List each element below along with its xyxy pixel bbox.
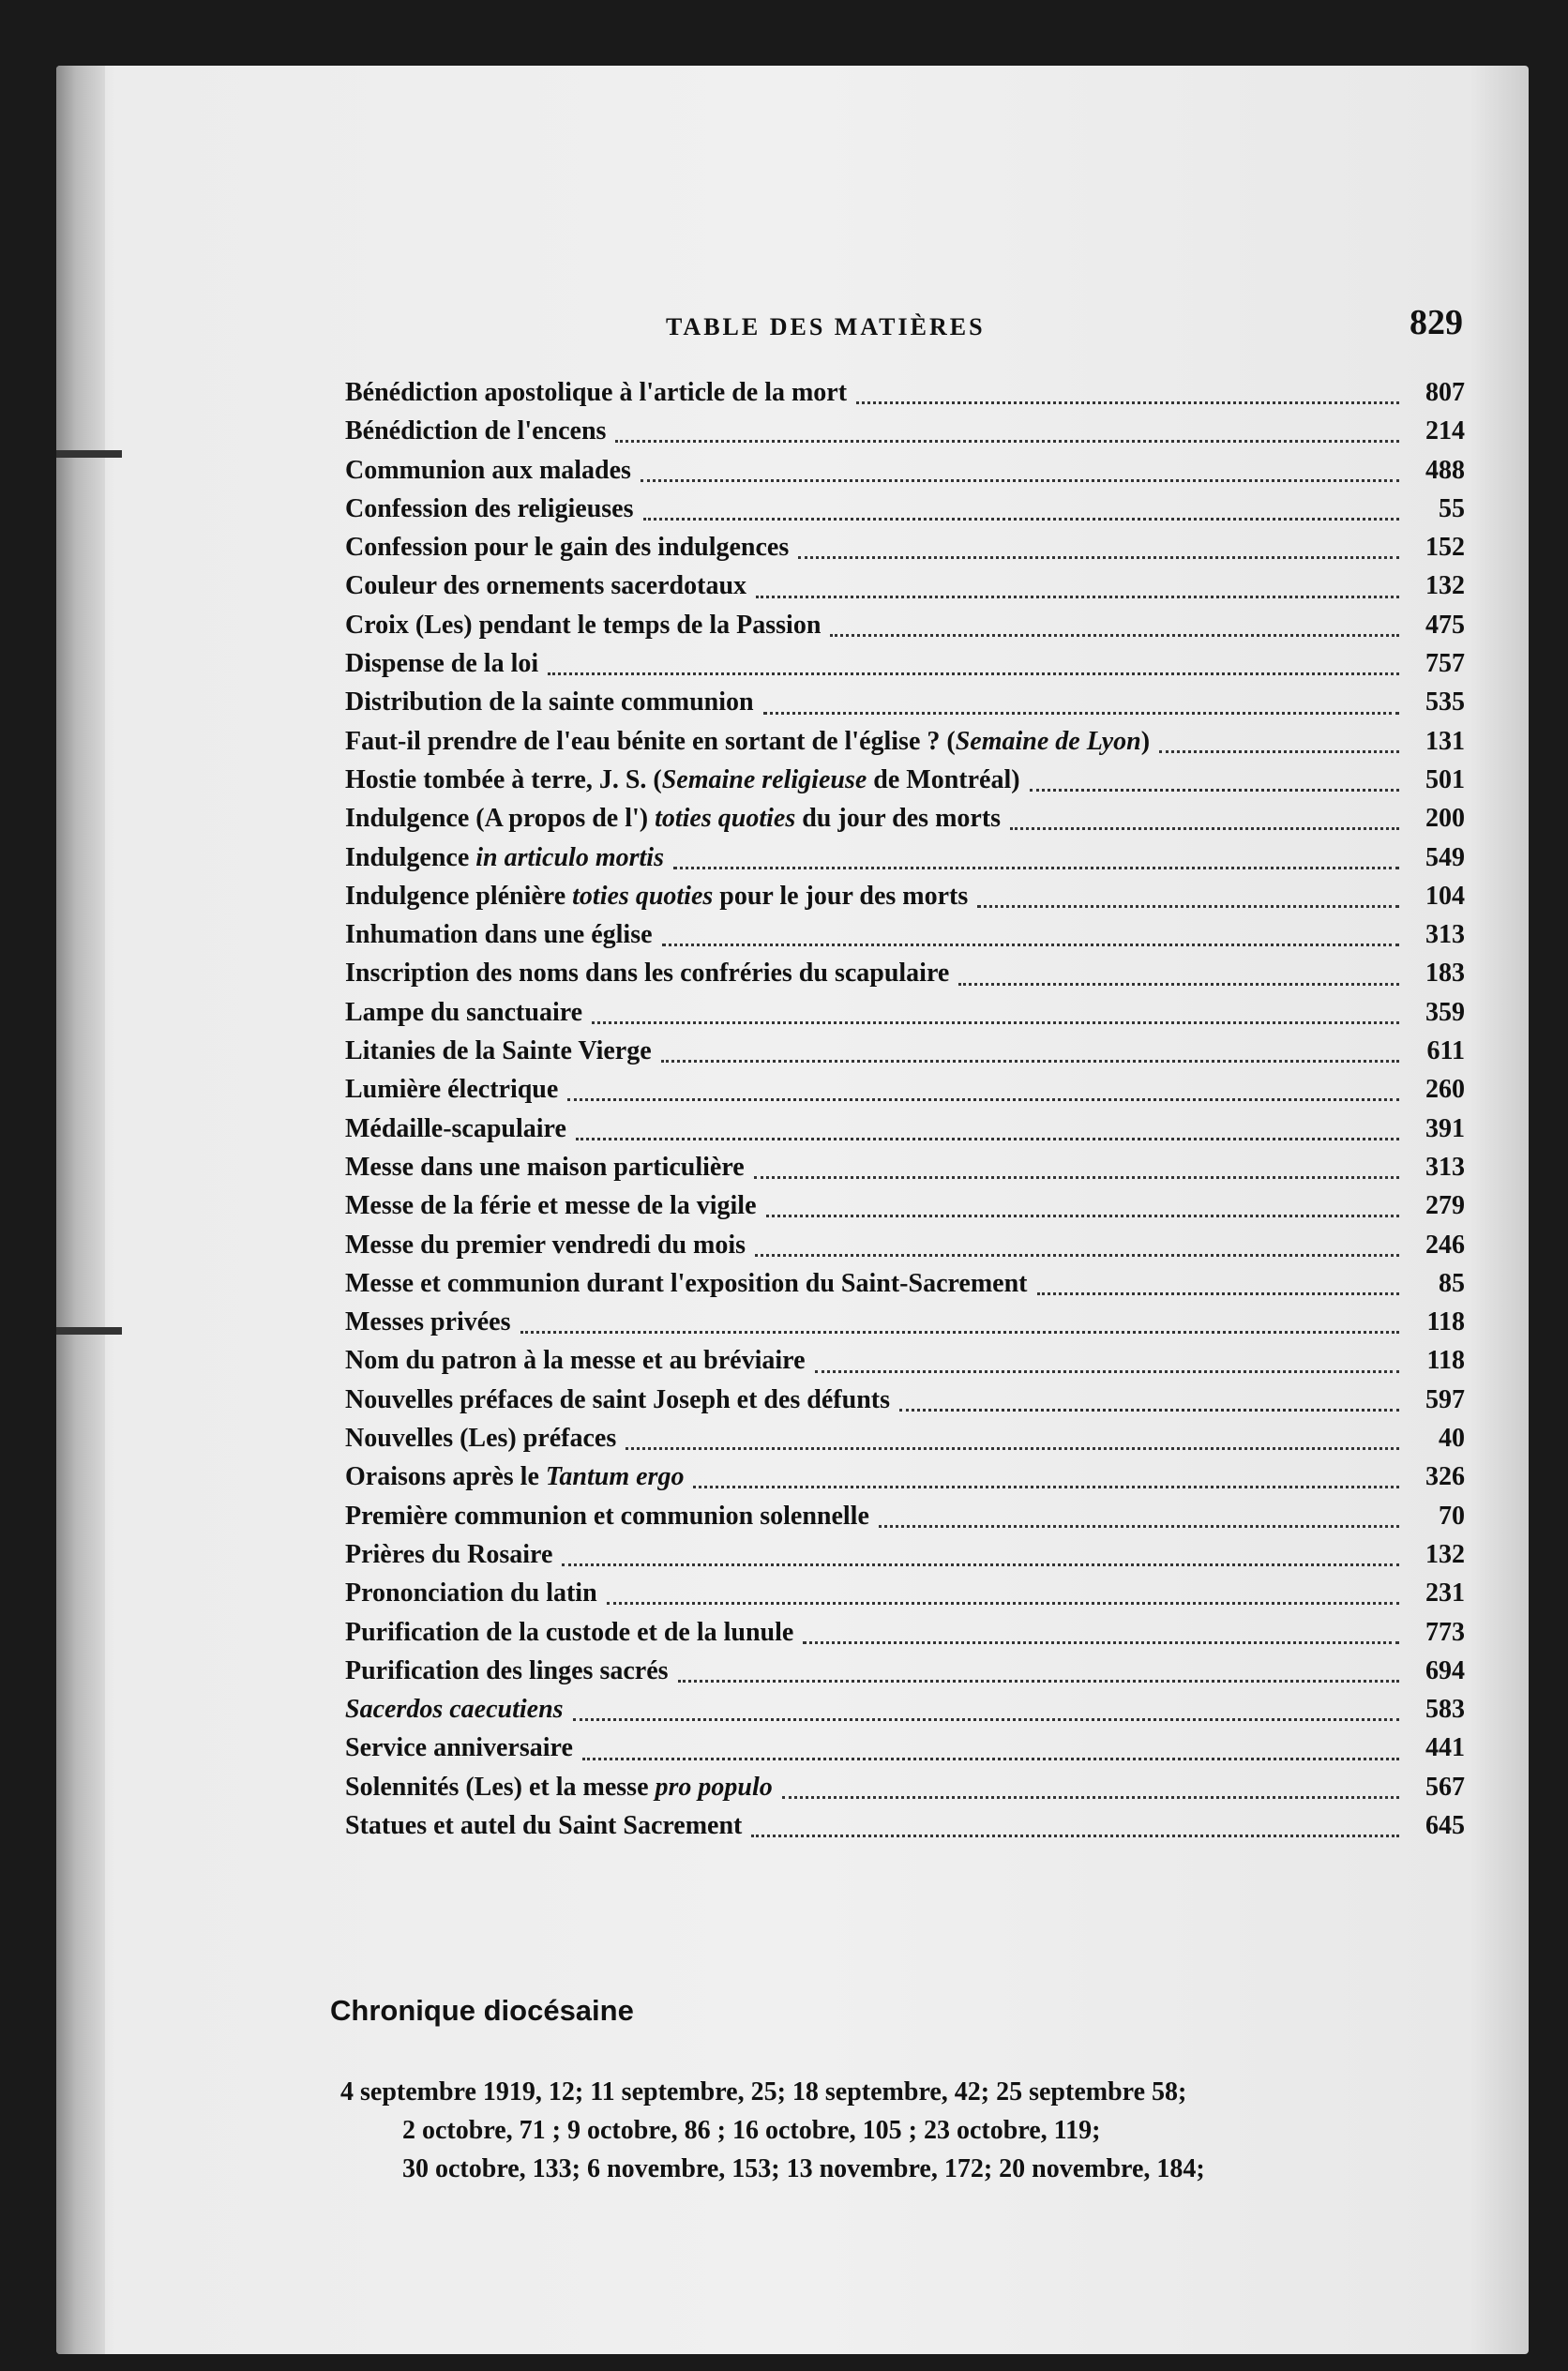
toc-entry-page-number: 279	[1425, 1191, 1465, 1221]
toc-entry	[345, 644, 1465, 683]
dot-leader	[693, 1476, 1399, 1488]
toc-entry-page-number: 70	[1439, 1501, 1465, 1531]
toc-entry-page-number: 132	[1425, 571, 1465, 601]
toc-entry-page-number: 313	[1425, 920, 1465, 950]
dot-leader	[977, 896, 1399, 908]
dot-leader	[562, 1554, 1399, 1566]
dot-leader	[573, 1709, 1399, 1721]
dot-leader	[520, 1321, 1399, 1334]
toc-entry-title-text: Litanies de la Sainte Vierge	[345, 1036, 652, 1066]
dot-leader	[567, 1089, 1399, 1101]
toc-entry-page-number: 567	[1425, 1772, 1465, 1802]
toc-entry	[345, 993, 1465, 1032]
dot-leader	[830, 625, 1399, 637]
dot-leader	[576, 1128, 1399, 1140]
section-heading: Chronique diocésaine	[330, 1994, 634, 2027]
toc-entry-page-number: 313	[1425, 1152, 1465, 1182]
toc-entry	[345, 1806, 1465, 1845]
toc-entry-page-number: 757	[1425, 649, 1465, 679]
dot-leader	[803, 1632, 1399, 1644]
toc-entry	[345, 1729, 1465, 1767]
dot-leader	[548, 663, 1399, 675]
toc-entry-page-number: 260	[1425, 1075, 1465, 1105]
toc-entry-title	[345, 1226, 746, 1264]
dot-leader	[662, 934, 1399, 946]
toc-entry-title	[345, 1303, 511, 1341]
toc-entry-title-text: Service anniversaire	[345, 1733, 573, 1763]
toc-entry	[345, 1032, 1465, 1070]
toc-entry-page-number: 214	[1425, 416, 1465, 446]
toc-entry-title-text: Lampe du sanctuaire	[345, 997, 583, 1027]
dot-leader	[1159, 741, 1399, 753]
dot-leader	[1037, 1283, 1400, 1295]
toc-entry	[345, 451, 1465, 490]
running-title: TABLE DES MATIÈRES	[666, 313, 986, 340]
toc-entry-page-number: 40	[1439, 1424, 1465, 1454]
toc-entry	[345, 606, 1465, 644]
toc-entry	[345, 373, 1465, 412]
toc-entry-title-italic: Semaine religieuse	[661, 764, 867, 794]
toc-entry-title-text: Hostie tombée à terre, J. S. (	[345, 764, 662, 794]
page-number: 829	[1410, 303, 1463, 342]
toc-entry-title-suffix: du jour des morts	[795, 804, 1002, 834]
toc-entry-title	[345, 606, 821, 644]
toc-entry	[345, 1457, 1465, 1496]
toc-entry-page-number: 441	[1425, 1733, 1465, 1763]
toc-entry	[345, 1497, 1465, 1535]
toc-entry	[345, 490, 1465, 528]
chronique-line: 2 octobre, 71 ; 9 octobre, 86 ; 16 octobre, 105 ; 23 octobre, 119;	[402, 2116, 1101, 2145]
toc-entry-title	[345, 1186, 757, 1225]
dot-leader	[678, 1670, 1399, 1683]
toc-entry	[345, 528, 1465, 566]
toc-entry-title-text: Inscription des noms dans les confréries du scapulaire	[345, 959, 950, 989]
toc-entry-title-italic: toties quoties	[572, 881, 714, 911]
dot-leader	[607, 1593, 1399, 1605]
toc-entry-page-number: 645	[1425, 1810, 1465, 1840]
toc-entry-page-number: 85	[1439, 1268, 1465, 1298]
toc-entry-title-text: Indulgence	[345, 842, 476, 872]
toc-entry-title-suffix: )	[1140, 726, 1151, 756]
dot-leader	[754, 1167, 1399, 1179]
toc-entry-title-text: Confession des religieuses	[345, 493, 634, 523]
toc-entry-title-text: Messe et communion durant l'exposition du Saint-Sacrement	[345, 1268, 1028, 1298]
toc-entry	[345, 566, 1465, 605]
toc-entry-title	[345, 1070, 558, 1109]
toc-entry-title-text: Indulgence plénière	[345, 881, 573, 911]
toc-entry	[345, 1110, 1465, 1148]
toc-entry	[345, 1535, 1465, 1574]
page-binding	[56, 66, 105, 2354]
toc-entry-title	[345, 1381, 890, 1419]
dot-leader	[592, 1012, 1399, 1024]
toc-entry-page-number: 583	[1425, 1695, 1465, 1725]
toc-entry-page-number: 549	[1425, 842, 1465, 872]
dot-leader	[763, 702, 1399, 715]
toc-entry-title-text: Messe du premier vendredi du mois	[345, 1230, 746, 1260]
toc-entry-page-number: 131	[1425, 726, 1465, 756]
toc-entry	[345, 1264, 1465, 1303]
toc-entry-page-number: 183	[1425, 959, 1465, 989]
toc-entry	[345, 683, 1465, 721]
toc-entry	[345, 1419, 1465, 1457]
toc-entry-title	[345, 1768, 773, 1806]
toc-entry-title-text: Première communion et communion solennelle	[345, 1501, 869, 1531]
toc-entry	[345, 1768, 1465, 1806]
dot-leader	[766, 1205, 1399, 1217]
toc-entry-title-suffix: de Montréal)	[867, 764, 1020, 794]
toc-entry-title-text: Messes privées	[345, 1307, 511, 1337]
dot-leader	[755, 1245, 1399, 1257]
toc-entry	[345, 838, 1465, 877]
toc-entry-page-number: 501	[1425, 764, 1465, 794]
toc-entry-title	[345, 566, 746, 605]
toc-entry-title-text: Inhumation dans une église	[345, 920, 653, 950]
toc-entry-title	[345, 1652, 669, 1690]
toc-entry-title-text: Purification des linges sacrés	[345, 1655, 669, 1685]
toc-entry-title	[345, 412, 606, 450]
toc-entry	[345, 954, 1465, 992]
book-page	[56, 66, 1529, 2354]
toc-entry-title	[345, 838, 664, 877]
toc-entry	[345, 761, 1465, 799]
toc-entry-title-text: Statues et autel du Saint Sacrement	[345, 1810, 743, 1840]
toc-entry-page-number: 807	[1425, 378, 1465, 407]
toc-entry-title	[345, 1806, 742, 1845]
toc-entry-title	[345, 1690, 564, 1729]
toc-entry	[345, 1652, 1465, 1690]
toc-entry	[345, 1070, 1465, 1109]
toc-entry-title	[345, 1574, 597, 1612]
toc-entry-title	[345, 1535, 552, 1574]
toc-entry	[345, 877, 1465, 915]
binding-thread	[56, 1327, 122, 1335]
toc-entry-title	[345, 644, 538, 683]
toc-entry-title	[345, 528, 789, 566]
dot-leader	[582, 1748, 1399, 1760]
toc-entry	[345, 1381, 1465, 1419]
toc-entry-title-text: Couleur des ornements sacerdotaux	[345, 571, 747, 601]
toc-entry-title-text: Confession pour le gain des indulgences	[345, 533, 790, 563]
toc-entry	[345, 1186, 1465, 1225]
toc-entry-page-number: 231	[1425, 1578, 1465, 1608]
toc-entry-page-number: 246	[1425, 1230, 1465, 1260]
dot-leader	[879, 1516, 1399, 1528]
toc-entry-title	[345, 1341, 806, 1380]
toc-entry	[345, 1148, 1465, 1186]
toc-entry-title	[345, 877, 968, 915]
dot-leader	[756, 586, 1399, 598]
dot-leader	[899, 1399, 1399, 1412]
toc-entry-title-text: Prières du Rosaire	[345, 1539, 553, 1569]
binding-thread	[56, 450, 122, 458]
toc-entry-title-italic: toties quoties	[655, 804, 796, 834]
dot-leader	[643, 508, 1400, 521]
toc-entry-page-number: 326	[1425, 1462, 1465, 1492]
toc-entry-title	[345, 954, 949, 992]
dot-leader	[661, 1050, 1399, 1063]
dot-leader	[856, 392, 1399, 404]
toc-entry	[345, 915, 1465, 954]
toc-entry-title	[345, 1148, 745, 1186]
toc-entry-title-italic: Tantum ergo	[545, 1462, 685, 1492]
dot-leader	[673, 857, 1399, 869]
dot-leader	[641, 470, 1399, 482]
toc-entry-title-text: Médaille-scapulaire	[345, 1113, 566, 1143]
toc-entry-title-text: Croix (Les) pendant le temps de la Passion	[345, 610, 822, 640]
toc-entry-title	[345, 373, 847, 412]
toc-entry-title-text: Nom du patron à la messe et au bréviaire	[345, 1346, 806, 1376]
toc-entry-title-text: Oraisons après le	[345, 1462, 546, 1492]
toc-entry-page-number: 488	[1425, 455, 1465, 485]
toc-entry-title	[345, 490, 634, 528]
toc-entry	[345, 1341, 1465, 1380]
toc-entry-title-text: Communion aux malades	[345, 455, 631, 485]
dot-leader	[958, 974, 1399, 986]
dot-leader	[751, 1825, 1399, 1837]
toc-entry-title-text: Indulgence (A propos de l')	[345, 804, 656, 834]
dot-leader	[782, 1787, 1399, 1799]
toc-entry-title-text: Bénédiction de l'encens	[345, 416, 607, 446]
page-header	[666, 302, 1463, 358]
chronique-entries	[340, 2073, 1466, 2188]
toc-entry-page-number: 200	[1425, 804, 1465, 834]
toc-entry-page-number: 694	[1425, 1655, 1465, 1685]
toc-entry-title-text: Prononciation du latin	[345, 1578, 597, 1608]
table-of-contents	[345, 373, 1465, 1845]
toc-entry	[345, 1690, 1465, 1729]
toc-entry	[345, 799, 1465, 838]
toc-entry-page-number: 359	[1425, 997, 1465, 1027]
toc-entry-title	[345, 722, 1150, 761]
toc-entry-title	[345, 1497, 869, 1535]
toc-entry-title	[345, 1110, 566, 1148]
toc-entry-title-text: Lumière électrique	[345, 1075, 559, 1105]
toc-entry-title	[345, 1457, 684, 1496]
toc-entry	[345, 1226, 1465, 1264]
toc-entry-title-italic: Semaine de Lyon	[955, 726, 1141, 756]
toc-entry-title	[345, 1729, 573, 1767]
dot-leader	[626, 1438, 1399, 1450]
toc-entry	[345, 1303, 1465, 1341]
dot-leader	[1030, 779, 1399, 792]
toc-entry	[345, 1574, 1465, 1612]
toc-entry-title	[345, 1264, 1028, 1303]
toc-entry-page-number: 535	[1425, 687, 1465, 717]
toc-entry	[345, 1613, 1465, 1652]
toc-entry-title	[345, 799, 1001, 838]
toc-entry-page-number: 152	[1425, 533, 1465, 563]
toc-entry-title	[345, 915, 653, 954]
toc-entry-title-italic: in articulo mortis	[475, 842, 664, 872]
toc-entry-title-text: Faut-il prendre de l'eau bénite en sortant de l'église ? (	[345, 726, 956, 756]
chronique-line: 30 octobre, 133; 6 novembre, 153; 13 novembre, 172; 20 novembre, 184;	[402, 2154, 1205, 2183]
toc-entry-page-number: 773	[1425, 1617, 1465, 1647]
toc-entry-page-number: 104	[1425, 881, 1465, 911]
toc-entry-title	[345, 1613, 793, 1652]
dot-leader	[815, 1361, 1400, 1373]
toc-entry-title	[345, 1032, 652, 1070]
toc-entry-title	[345, 761, 1020, 799]
toc-entry-title-text: Nouvelles préfaces de saint Joseph et des défunts	[345, 1384, 890, 1414]
toc-entry	[345, 722, 1465, 761]
toc-entry-title-text: Nouvelles (Les) préfaces	[345, 1424, 617, 1454]
toc-entry	[345, 412, 1465, 450]
toc-entry-title-text: Solennités (Les) et la messe	[345, 1772, 656, 1802]
dot-leader	[1010, 818, 1399, 830]
dot-leader	[798, 547, 1399, 559]
toc-entry-title-italic: pro populo	[655, 1772, 773, 1802]
toc-entry-title-text: Purification de la custode et de la lunule	[345, 1617, 794, 1647]
toc-entry-title-text: Distribution de la sainte communion	[345, 687, 754, 717]
toc-entry-page-number: 611	[1426, 1036, 1465, 1066]
toc-entry-title-text: Dispense de la loi	[345, 649, 539, 679]
dot-leader	[615, 430, 1399, 443]
toc-entry-page-number: 55	[1439, 493, 1465, 523]
chronique-line: 4 septembre 1919, 12; 11 septembre, 25; 18 septembre, 42; 25 septembre 58;	[340, 2077, 1187, 2107]
toc-entry-title	[345, 1419, 616, 1457]
toc-entry-title	[345, 683, 754, 721]
toc-entry-page-number: 391	[1425, 1113, 1465, 1143]
toc-entry-page-number: 597	[1425, 1384, 1465, 1414]
toc-entry-title-text: Messe dans une maison particulière	[345, 1152, 745, 1182]
toc-entry-title-suffix: pour le jour des morts	[713, 881, 969, 911]
toc-entry-title-italic: Sacerdos caecutiens	[345, 1695, 564, 1725]
toc-entry-title-text: Messe de la férie et messe de la vigile	[345, 1191, 757, 1221]
toc-entry-page-number: 118	[1426, 1307, 1465, 1337]
toc-entry-page-number: 118	[1426, 1346, 1465, 1376]
toc-entry-title	[345, 993, 582, 1032]
toc-entry-page-number: 475	[1425, 610, 1465, 640]
toc-entry-page-number: 132	[1425, 1539, 1465, 1569]
toc-entry-title-text: Bénédiction apostolique à l'article de la mort	[345, 378, 848, 407]
toc-entry-title	[345, 451, 631, 490]
